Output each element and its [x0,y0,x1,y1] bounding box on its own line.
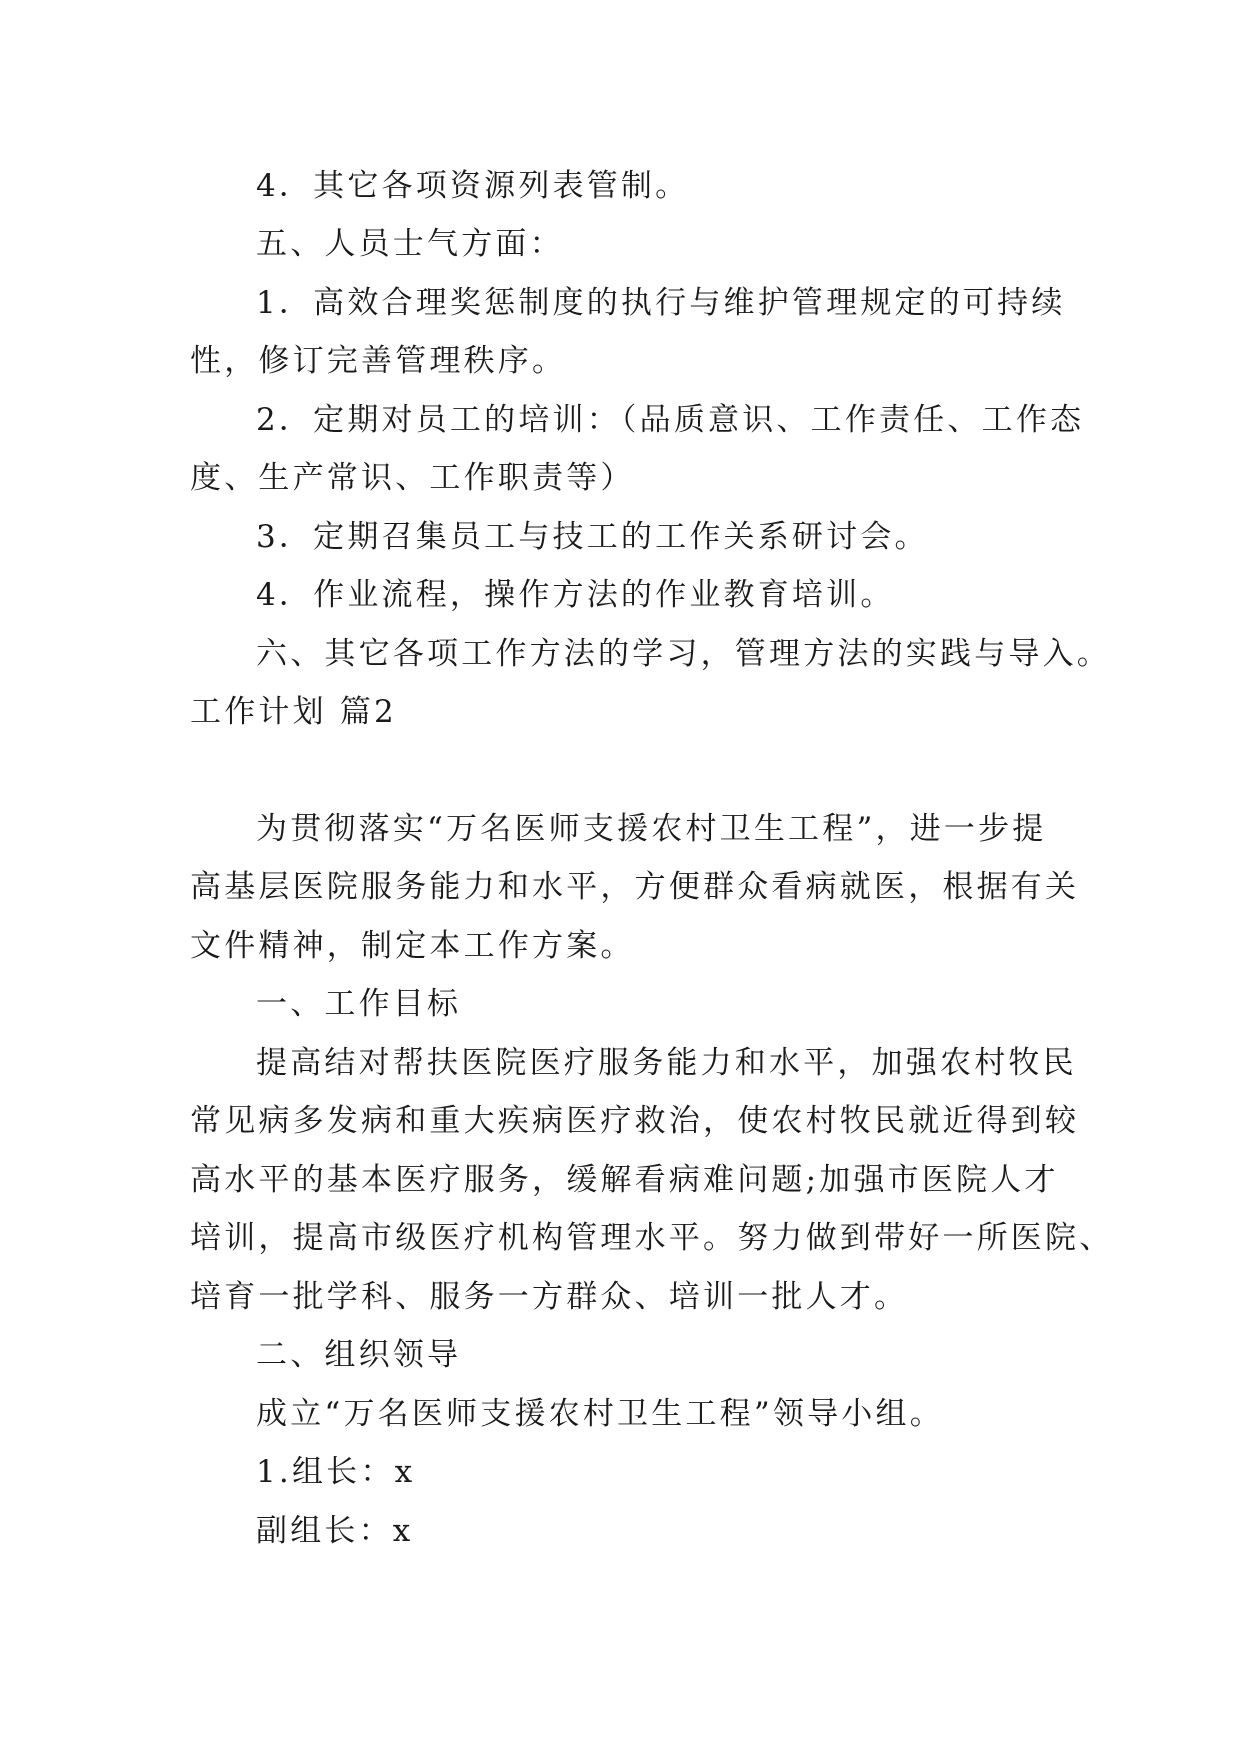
paragraph-line: 高基层医院服务能力和水平，方便群众看病就医，根据有关 [190,869,1080,905]
paragraph-line: 常见病多发病和重大疾病医疗救治，使农村牧民就近得到较 [190,1103,1080,1139]
list-item-deputy-leader: 副组长：x [256,1513,414,1549]
paragraph-line: 高水平的基本医疗服务，缓解看病难问题;加强市医院人才 [190,1162,1059,1198]
list-item-training: 4．作业流程，操作方法的作业教育培训。 [256,577,895,613]
paragraph-line: 1．高效合理奖惩制度的执行与维护管理规定的可持续 [256,285,1066,321]
article-title: 工作计划 篇2 [190,694,397,730]
paragraph-line: 提高结对帮扶医院医疗服务能力和水平，加强农村牧民 [256,1045,1077,1081]
section-heading-work-goals: 一、工作目标 [256,986,462,1022]
paragraph-line: 度、生产常识、工作职责等） [190,460,635,496]
paragraph-line: 文件精神，制定本工作方案。 [190,928,635,964]
list-item-seminar: 3．定期召集员工与技工的工作关系研讨会。 [256,519,929,555]
section-heading-organization: 二、组织领导 [256,1337,462,1373]
paragraph-line: 培育一批学科、服务一方群众、培训一批人才。 [190,1279,909,1315]
section-heading-staff-morale: 五、人员士气方面： [256,226,564,262]
paragraph-line: 性，修订完善管理秩序。 [190,343,567,379]
paragraph-line: 培训，提高市级医疗机构管理水平。努力做到带好一所医院、 [190,1220,1114,1256]
list-item-team-leader: 1.组长：x [256,1454,416,1490]
paragraph-line: 成立“万名医师支援农村卫生工程”领导小组。 [256,1396,944,1432]
list-item-resource-control: 4．其它各项资源列表管制。 [256,168,690,204]
paragraph-line: 2．定期对员工的培训：（品质意识、工作责任、工作态 [256,402,1085,438]
section-heading-other-methods: 六、其它各项工作方法的学习，管理方法的实践与导入。 [256,636,1111,672]
paragraph-line: 为贯彻落实“万名医师支援农村卫生工程”，进一步提 [256,811,1047,847]
